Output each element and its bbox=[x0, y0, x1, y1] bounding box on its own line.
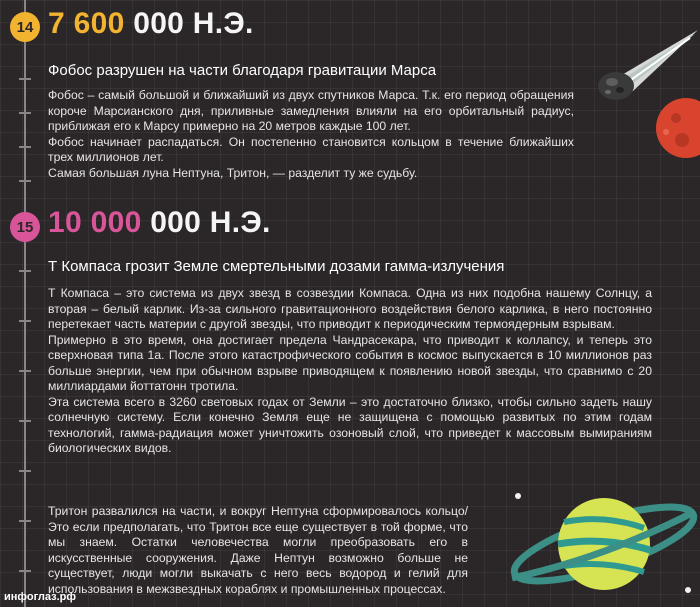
event-number-badge: 15 bbox=[10, 212, 40, 242]
year-rest: 000 Н.Э. bbox=[141, 206, 271, 239]
timeline-tick bbox=[19, 146, 31, 148]
year-highlight: 7 600 bbox=[48, 7, 125, 40]
timeline-tick bbox=[19, 180, 31, 182]
ringed-planet-illustration bbox=[494, 478, 700, 607]
paragraph: Т Компаса – это система из двух звезд в созвездии Компаса. Одна из них подобна нашему Солнцу, а вторая – белый карлик. Из-за сильного гравитационного воздействия белого карлика, в него постоянно перетекает часть материи с другой звезды, что приводит к периодическим термоядерным взрывам. bbox=[48, 286, 652, 331]
mars-planet-illustration bbox=[650, 96, 700, 166]
event-description bbox=[48, 88, 574, 181]
timeline-tick bbox=[19, 570, 31, 572]
paragraph: Примерно в это время, она достигает предела Чандрасекара, что приводит к коллапсу, и теперь это сверхновая типа 1а. После этого катастрофического события в космос выпускается в 10 миллионов раз больше энергии, чем при обычном взрыве приводящем к появлению новой звезды, что сравнимо с 20 миллиардами йоттатонн тротила. bbox=[48, 332, 652, 393]
timeline-tick bbox=[19, 370, 31, 372]
year-highlight: 10 000 bbox=[48, 206, 142, 239]
timeline-tick bbox=[19, 420, 31, 422]
site-watermark: инфоглаз.рф bbox=[4, 591, 77, 603]
timeline-tick bbox=[19, 520, 31, 522]
timeline-tick bbox=[19, 320, 31, 322]
paragraph: Фобос начинает распадаться. Он постепенно становится кольцом в течение ближайших трех миллионов лет. bbox=[48, 134, 574, 164]
paragraph: Эта система всего в 3260 световых годах от Земли – это достаточно близко, чтобы сильно задеть нашу солнечную систему. Если конечно Земля еще не защищена с помощью развитых по этим годам технологий, гамма-радиация может уничтожить озоновый слой, что приведет к массовым вымираниям биологических видов. bbox=[48, 394, 652, 455]
timeline-tick bbox=[19, 270, 31, 272]
timeline-tick bbox=[19, 470, 31, 472]
paragraph: Тритон развалился на части, и вокруг Нептуна сформировалось кольцо/ Это если предполагать, что Тритон все еще существует в той форме, что мы знаем. Остатки человечества могли преобразовать его в искусственные сооружения. Даже Нептун возможно больше не существует, люди могли выкачать с него весь водород и гелий для использования в межзвездных кораблях и промышленных процессах. bbox=[48, 504, 468, 596]
timeline-tick bbox=[19, 112, 31, 114]
paragraph: Фобос – самый большой и ближайший из двух спутников Марса. Т.к. его период обращения короче Марсианского дня, приливные замедления влияли на его орбитальный радиус, приближая его к Марсу примерно на 20 метров каждые 100 лет. bbox=[48, 88, 574, 133]
event-year-heading bbox=[48, 206, 271, 240]
event-year-heading bbox=[48, 7, 254, 41]
year-rest: 000 Н.Э. bbox=[124, 7, 254, 40]
event-description bbox=[48, 286, 652, 457]
timeline-tick bbox=[19, 78, 31, 80]
paragraph: Самая большая луна Нептуна, Тритон, — разделит ту же судьбу. bbox=[48, 165, 418, 180]
triton-paragraph bbox=[48, 504, 468, 597]
event-title: Фобос разрушен на части благодаря гравитации Марса bbox=[48, 62, 437, 79]
event-title: Т Компаса грозит Земле смертельными дозами гамма-излучения bbox=[48, 258, 505, 275]
timeline-line bbox=[24, 0, 26, 607]
event-number-badge: 14 bbox=[10, 12, 40, 42]
